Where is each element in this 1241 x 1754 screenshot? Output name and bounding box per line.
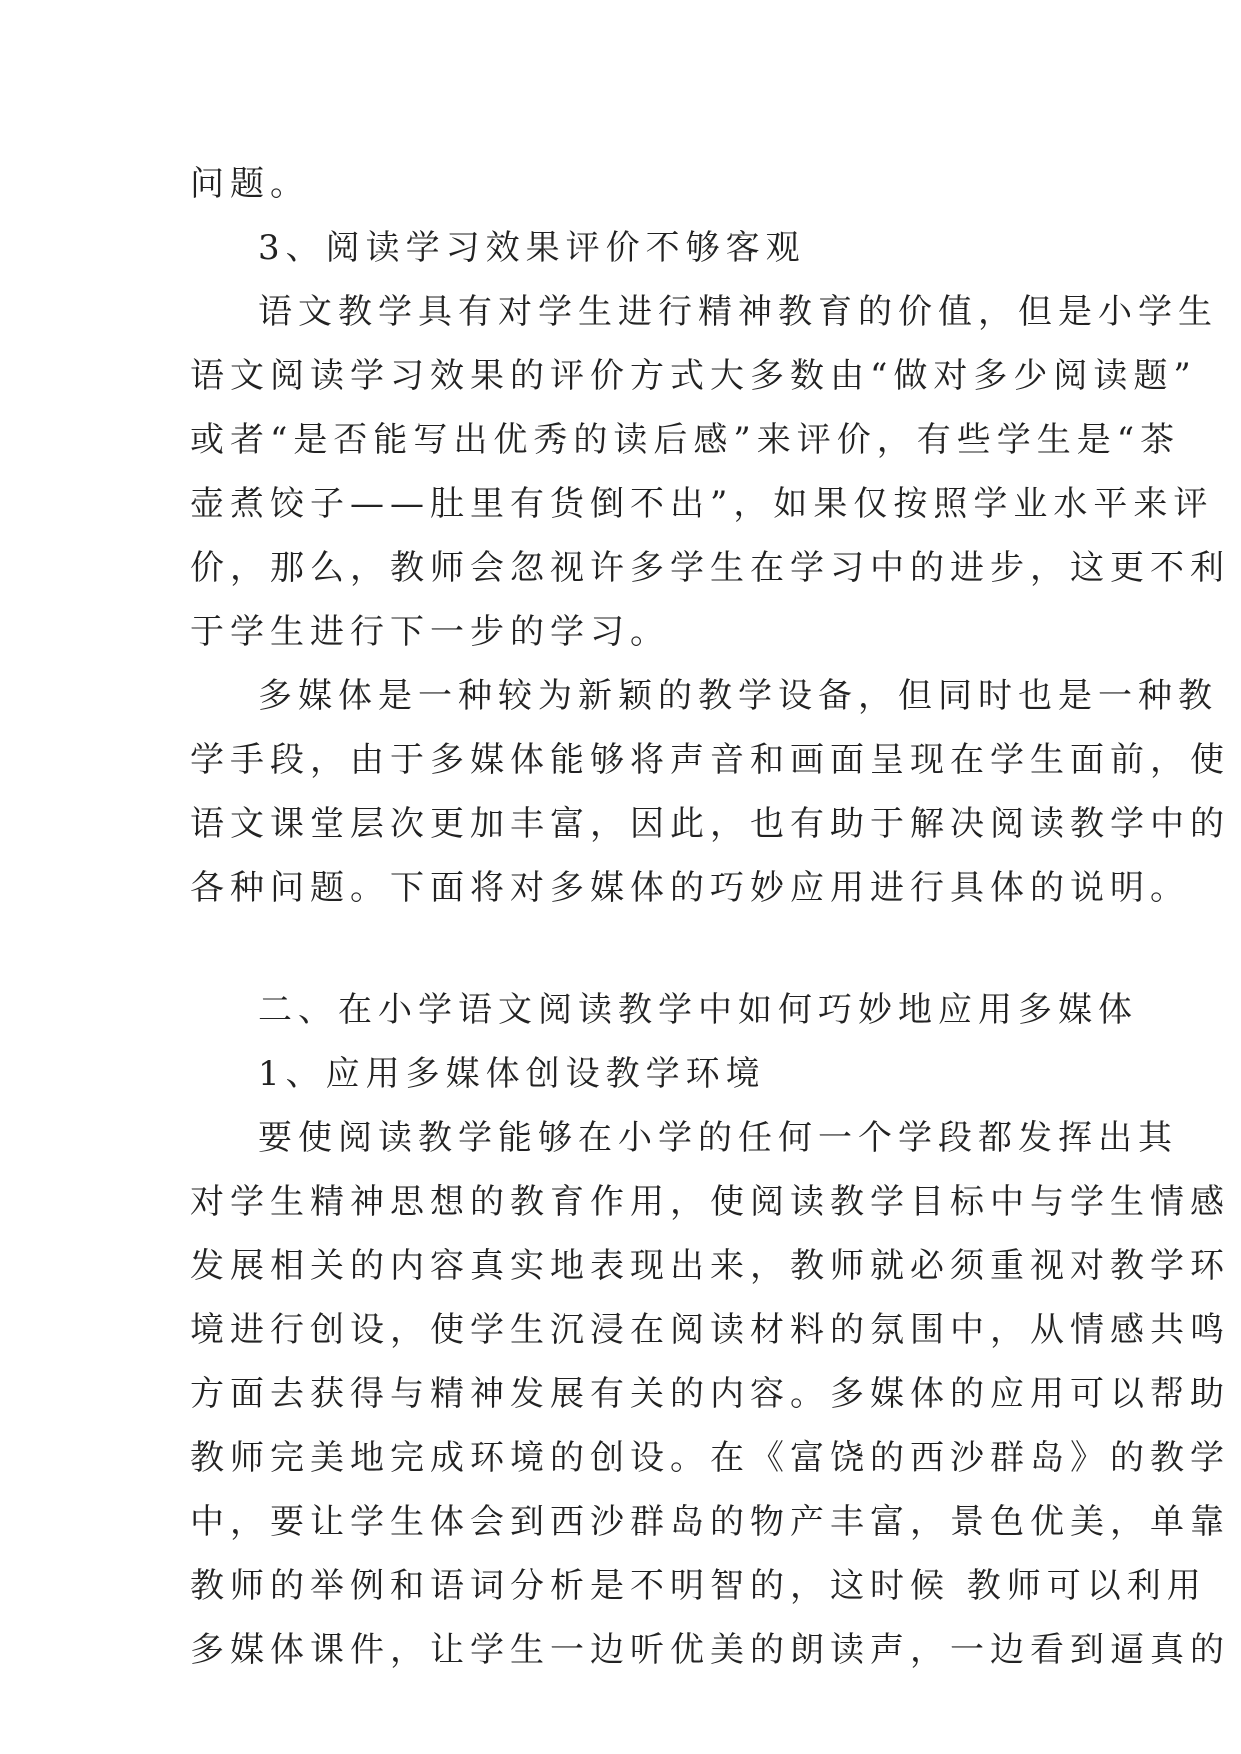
paragraph-line: 中，要让学生体会到西沙群岛的物产丰富，景色优美，单靠 <box>190 1502 1230 1542</box>
paragraph-line: 方面去获得与精神发展有关的内容。多媒体的应用可以帮助 <box>190 1374 1230 1414</box>
paragraph-line: 对学生精神思想的教育作用，使阅读教学目标中与学生情感 <box>190 1182 1230 1222</box>
paragraph-line: 语文教学具有对学生进行精神教育的价值，但是小学生 <box>258 292 1218 332</box>
paragraph-line: 于学生进行下一步的学习。 <box>190 612 670 652</box>
paragraph-line: 教师的举例和语词分析是不明智的，这时候 教师可以利用 <box>190 1566 1207 1606</box>
paragraph-line: 语文阅读学习效果的评价方式大多数由“做对多少阅读题” <box>190 356 1197 396</box>
paragraph-line: 境进行创设，使学生沉浸在阅读材料的氛围中，从情感共鸣 <box>190 1310 1230 1350</box>
paragraph-line: 教师完美地完成环境的创设。在《富饶的西沙群岛》的教学 <box>190 1438 1230 1478</box>
document-body <box>190 152 1230 1682</box>
paragraph-line: 学手段，由于多媒体能够将声音和画面呈现在学生面前，使 <box>190 740 1230 780</box>
paragraph-line: 多媒体课件，让学生一边听优美的朗读声，一边看到逼真的 <box>190 1630 1230 1670</box>
paragraph-line: 价，那么，教师会忽视许多学生在学习中的进步，这更不利 <box>190 548 1230 588</box>
section-heading: 二、在小学语文阅读教学中如何巧妙地应用多媒体 <box>258 990 1138 1030</box>
paragraph-line: 问题。 <box>190 164 310 204</box>
section-spacer <box>190 920 1050 978</box>
paragraph-line: 要使阅读教学能够在小学的任何一个学段都发挥出其 <box>258 1118 1178 1158</box>
paragraph-line: 发展相关的内容真实地表现出来，教师就必须重视对教学环 <box>190 1246 1230 1286</box>
paragraph-line: 语文课堂层次更加丰富，因此，也有助于解决阅读教学中的 <box>190 804 1230 844</box>
paragraph-line: 壶煮饺子——肚里有货倒不出”，如果仅按照学业水平来评 <box>190 484 1214 524</box>
paragraph-line: 多媒体是一种较为新颖的教学设备，但同时也是一种教 <box>258 676 1218 716</box>
paragraph-line: 或者“是否能写出优秀的读后感”来评价，有些学生是“茶 <box>190 420 1181 460</box>
section-heading: 3、阅读学习效果评价不够客观 <box>258 228 806 268</box>
subsection-heading: 1、应用多媒体创设教学环境 <box>258 1054 766 1094</box>
paragraph-line: 各种问题。下面将对多媒体的巧妙应用进行具体的说明。 <box>190 868 1190 908</box>
